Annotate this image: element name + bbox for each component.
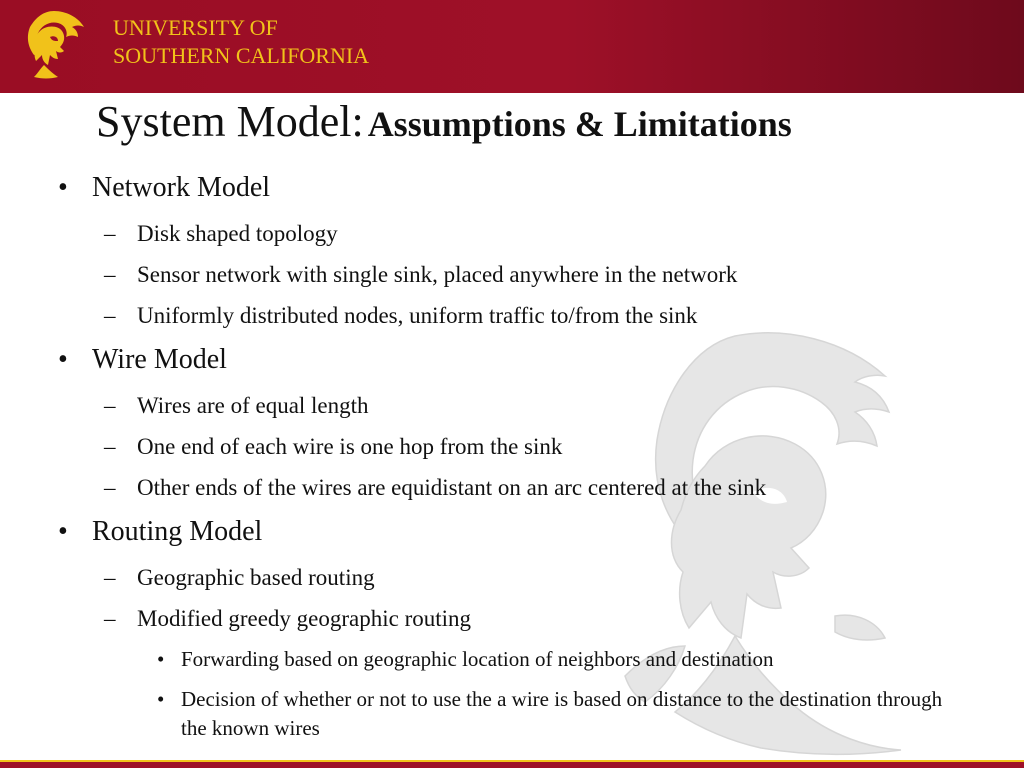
dash-mark: – bbox=[104, 262, 116, 287]
subbullet-text: Sensor network with single sink, placed anywhere in the network bbox=[137, 262, 738, 287]
university-line-1: UNIVERSITY OF bbox=[113, 15, 278, 40]
dash-mark: – bbox=[104, 221, 116, 246]
subbullet-item bbox=[104, 565, 375, 591]
subbullet-text: Wires are of equal length bbox=[137, 393, 369, 418]
dash-mark: – bbox=[104, 565, 116, 590]
title-main: System Model: bbox=[96, 97, 364, 146]
subbullet-item bbox=[104, 303, 697, 329]
subbullet-text: Disk shaped topology bbox=[137, 221, 338, 246]
dash-mark: – bbox=[104, 434, 116, 459]
subbullet-text: Other ends of the wires are equidistant on an arc centered at the sink bbox=[137, 475, 767, 500]
bullet-network-model bbox=[58, 172, 270, 204]
bullet-mark: • bbox=[58, 344, 68, 375]
subbullet-item bbox=[104, 262, 737, 288]
footer-bar bbox=[0, 760, 1024, 768]
sub-subbullet-text: Decision of whether or not to use the a wire is based on distance to the destination through the known wires bbox=[181, 687, 943, 740]
dash-mark: – bbox=[104, 393, 116, 418]
subbullet-text: One end of each wire is one hop from the sink bbox=[137, 434, 563, 459]
sub-subbullet-text: Forwarding based on geographic location of neighbors and destination bbox=[181, 647, 774, 671]
bullet-routing-model bbox=[58, 516, 262, 548]
sub-subbullet-item bbox=[157, 685, 961, 743]
subbullet-text: Uniformly distributed nodes, uniform traffic to/from the sink bbox=[137, 303, 698, 328]
bullet-mark: • bbox=[157, 687, 165, 711]
subbullet-item bbox=[104, 221, 338, 247]
subbullet-text: Modified greedy geographic routing bbox=[137, 606, 472, 631]
bullet-text: Wire Model bbox=[92, 344, 227, 375]
subbullet-text: Geographic based routing bbox=[137, 565, 375, 590]
subbullet-item bbox=[104, 393, 369, 419]
university-line-2: SOUTHERN CALIFORNIA bbox=[113, 43, 370, 68]
bullet-wire-model bbox=[58, 344, 227, 376]
dash-mark: – bbox=[104, 475, 116, 500]
sub-subbullet-item bbox=[157, 645, 961, 674]
bullet-text: Routing Model bbox=[92, 516, 263, 547]
subbullet-item bbox=[104, 606, 471, 632]
subbullet-item bbox=[104, 434, 562, 460]
bullet-mark: • bbox=[157, 647, 165, 671]
bullet-mark: • bbox=[58, 172, 68, 203]
subbullet-item bbox=[104, 475, 766, 501]
dash-mark: – bbox=[104, 303, 116, 328]
title-sub: Assumptions & Limitations bbox=[367, 104, 792, 144]
bullet-mark: • bbox=[58, 516, 68, 547]
bullet-text: Network Model bbox=[92, 172, 271, 203]
dash-mark: – bbox=[104, 606, 116, 631]
